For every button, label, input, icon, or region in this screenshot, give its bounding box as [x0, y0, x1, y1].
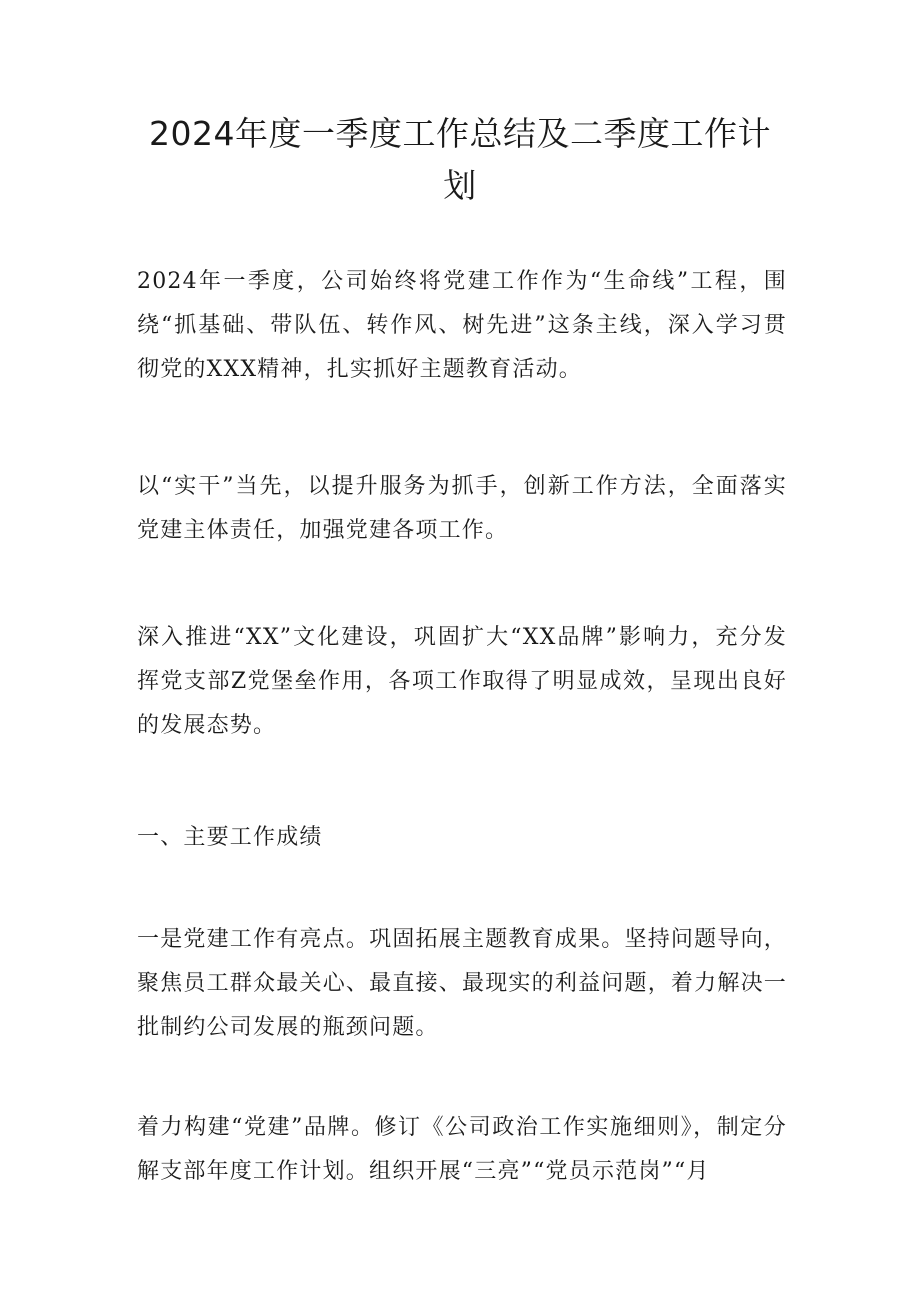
intro-paragraph-1: 2024年一季度，公司始终将党建工作作为“生命线”工程，围绕“抓基础、带队伍、转作风、树先进”这条主线，深入学习贯彻党的XXX精神，扎实抓好主题教育活动。	[137, 269, 787, 382]
document-title	[130, 108, 790, 212]
section-paragraph-2: 着力构建“党建”品牌。修订《公司政治工作实施细则》，制定分解支部年度工作计划。组织开展“三亮”“党员示范岗”“月	[137, 1115, 787, 1184]
title-line-1: 2024年度一季度工作总结及二季度工作计	[149, 114, 771, 153]
intro-paragraph-2: 以“实干”当先，以提升服务为抓手，创新工作方法，全面落实党建主体责任，加强党建各项工作。	[137, 474, 787, 543]
section-heading: 一、主要工作成绩	[137, 825, 323, 850]
section-paragraph-1: 一是党建工作有亮点。巩固拓展主题教育成果。坚持问题导向，聚焦员工群众最关心、最直接、最现实的利益问题，着力解决一批制约公司发展的瓶颈问题。	[137, 927, 787, 1040]
intro-paragraph-3: 深入推进“XX”文化建设，巩固扩大“XX品牌”影响力，充分发挥党支部Z党堡垒作用，各项工作取得了明显成效，呈现出良好的发展态势。	[137, 625, 787, 738]
title-line-2: 划	[443, 166, 477, 205]
